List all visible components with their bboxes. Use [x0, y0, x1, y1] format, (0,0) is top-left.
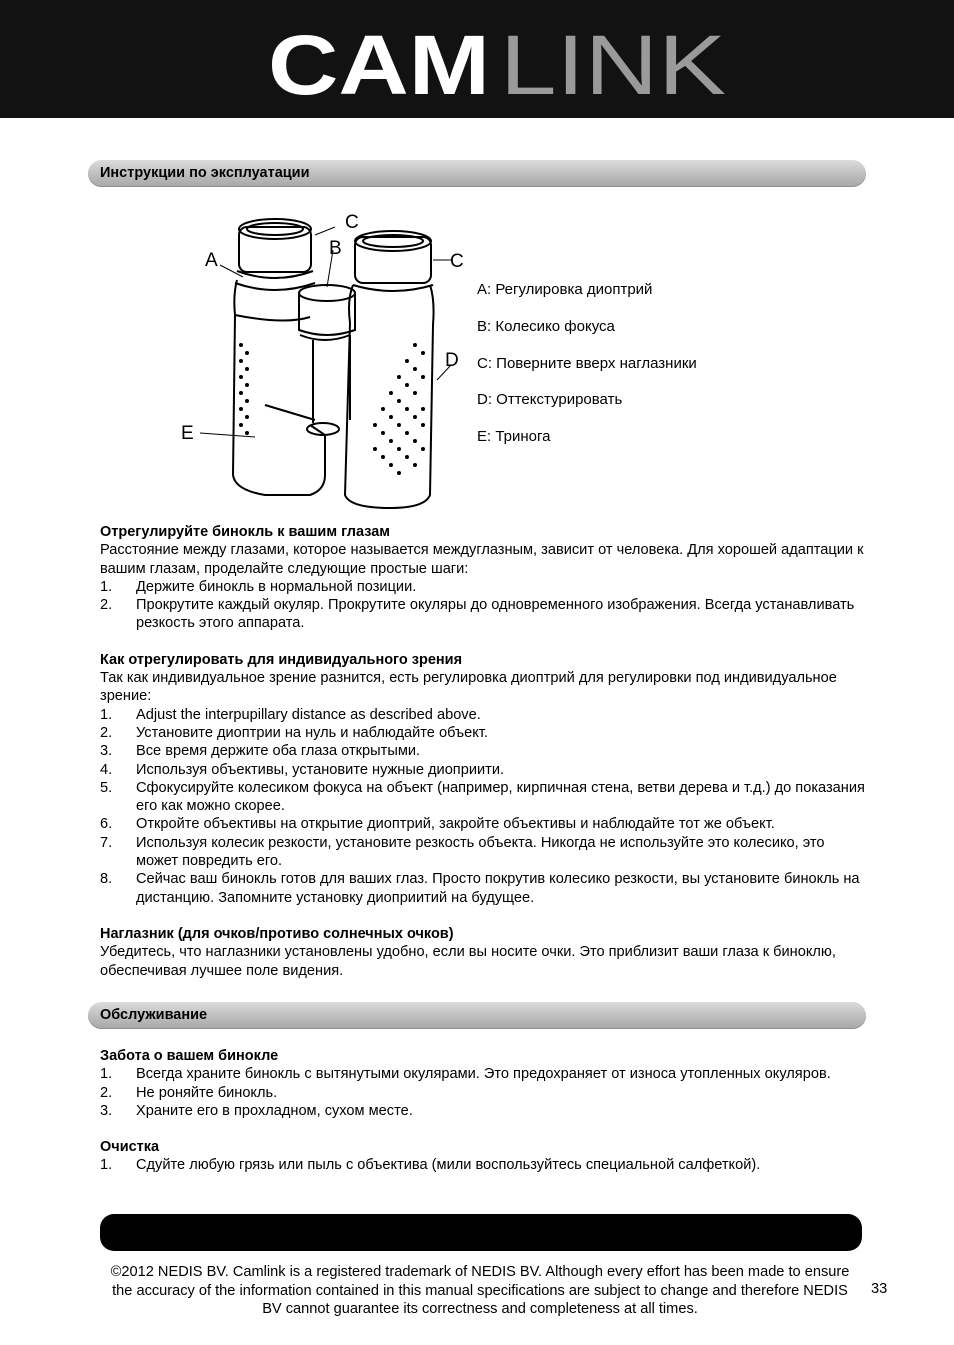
list-item: 5. Сфокусируйте колесиком фокуса на объект (например, кирпичная стена, ветви дерева и т.д.) до показания его как можно скорее. — [100, 779, 865, 815]
label-a: A — [205, 250, 218, 271]
list-item: 2. Установите диоптрии на нуль и наблюдайте объект. — [100, 724, 488, 741]
label-c-left: C — [345, 212, 359, 233]
section-title: Инструкции по эксплуатации — [100, 165, 310, 181]
logo-text-cam: CAM — [268, 26, 490, 104]
list-item: 1. Adjust the interpupillary distance as described above. — [100, 706, 481, 723]
legend-item-b: B: Колесико фокуса — [477, 318, 615, 335]
list-item: 2. Прокрутите каждый окуляр. Прокрутите окуляры до одновременного изображения. Всегда устанавливать резкость этого аппарата. — [100, 597, 855, 632]
heading-cleaning: Очистка — [100, 1139, 160, 1156]
list-item: 3. Храните его в прохладном, сухом месте. — [100, 1102, 413, 1119]
list-item: 4. Используя объективы, установите нужные диоприити. — [100, 761, 505, 778]
label-b: B — [329, 238, 342, 259]
label-c-right: C — [450, 251, 464, 272]
legend-item-e: E: Тринога — [477, 428, 551, 445]
footer-bar — [100, 1214, 862, 1251]
copyright-text: ©2012 NEDIS BV. Camlink is a registered trademark of NEDIS BV. Although every effort has been made to ensure the accuracy of the information contained in this manual specifications are subject to change and therefore NEDIS BV cannot guarantee its correctness and completeness at all times. — [110, 1264, 850, 1317]
list-item: 6. Откройте объективы на открытие диоптрий, закройте объективы и наблюдайте тот же объект. — [100, 816, 775, 833]
maintenance-text — [100, 1047, 870, 1175]
vision-intro: Так как индивидуальное зрение разнится, есть регулировка диоптрий для регулировки под индивидуальное зрение: — [100, 670, 837, 705]
list-item: 1. Держите бинокль в нормальной позиции. — [100, 578, 417, 595]
label-e: E — [181, 423, 194, 444]
heading-care: Забота о вашем бинокле — [100, 1048, 279, 1064]
section-bar-maintenance — [88, 1002, 866, 1029]
instructions-text — [100, 523, 870, 980]
list-item: 1. Сдуйте любую грязь или пыль с объектива (мили воспользуйтесь специальной салфеткой). — [100, 1157, 761, 1174]
list-item: 3. Все время держите оба глаза открытыми. — [100, 743, 421, 760]
camlink-logo — [268, 26, 728, 104]
legend-item-c: C: Поверните вверх наглазники — [477, 355, 697, 372]
heading-adjust: Отрегулируйте бинокль к вашим глазам — [100, 524, 391, 540]
heading-vision: Как отрегулировать для индивидуального зрения — [100, 651, 463, 668]
list-item: 2. Не роняйте бинокль. — [100, 1084, 278, 1101]
list-item: 1. Всегда храните бинокль с вытянутыми окулярами. Это предохраняет от износа утопленных окуляров. — [100, 1066, 831, 1083]
label-d: D — [445, 350, 459, 371]
eyecup-text: Убедитесь, что наглазники установлены удобно, если вы носите очки. Это приблизит ваши глаза к биноклю, обеспечивая лучшее поле видения. — [100, 944, 836, 979]
logo-text-link: LINK — [500, 26, 726, 104]
section-bar-instructions — [88, 160, 866, 187]
page-number: 33 — [871, 1281, 888, 1297]
page-header — [0, 0, 954, 118]
list-item: 8. Сейчас ваш бинокль готов для ваших глаз. Просто покрутив колесико резкости, вы установите бинокль на дистанцию. Запомните установку диоприитий на будущее. — [100, 871, 860, 906]
heading-eyecup: Наглазник (для очков/противо солнечных очков) — [100, 925, 454, 942]
legend-item-a: A: Регулировка диоптрий — [477, 281, 653, 298]
binocular-diagram — [175, 205, 475, 515]
section-title: Обслуживание — [100, 1007, 208, 1023]
legend-item-d: D: Оттекстурировать — [477, 391, 623, 408]
adjust-intro: Расстояние между глазами, которое называется междуглазным, зависит от человека. Для хорошей адаптации к вашим глазам, проделайте следующие простые шаги: — [100, 542, 864, 577]
list-item: 7. Используя колесик резкости, установите резкость объекта. Никогда не используйте это колесико, это может повредить его. — [100, 834, 825, 870]
